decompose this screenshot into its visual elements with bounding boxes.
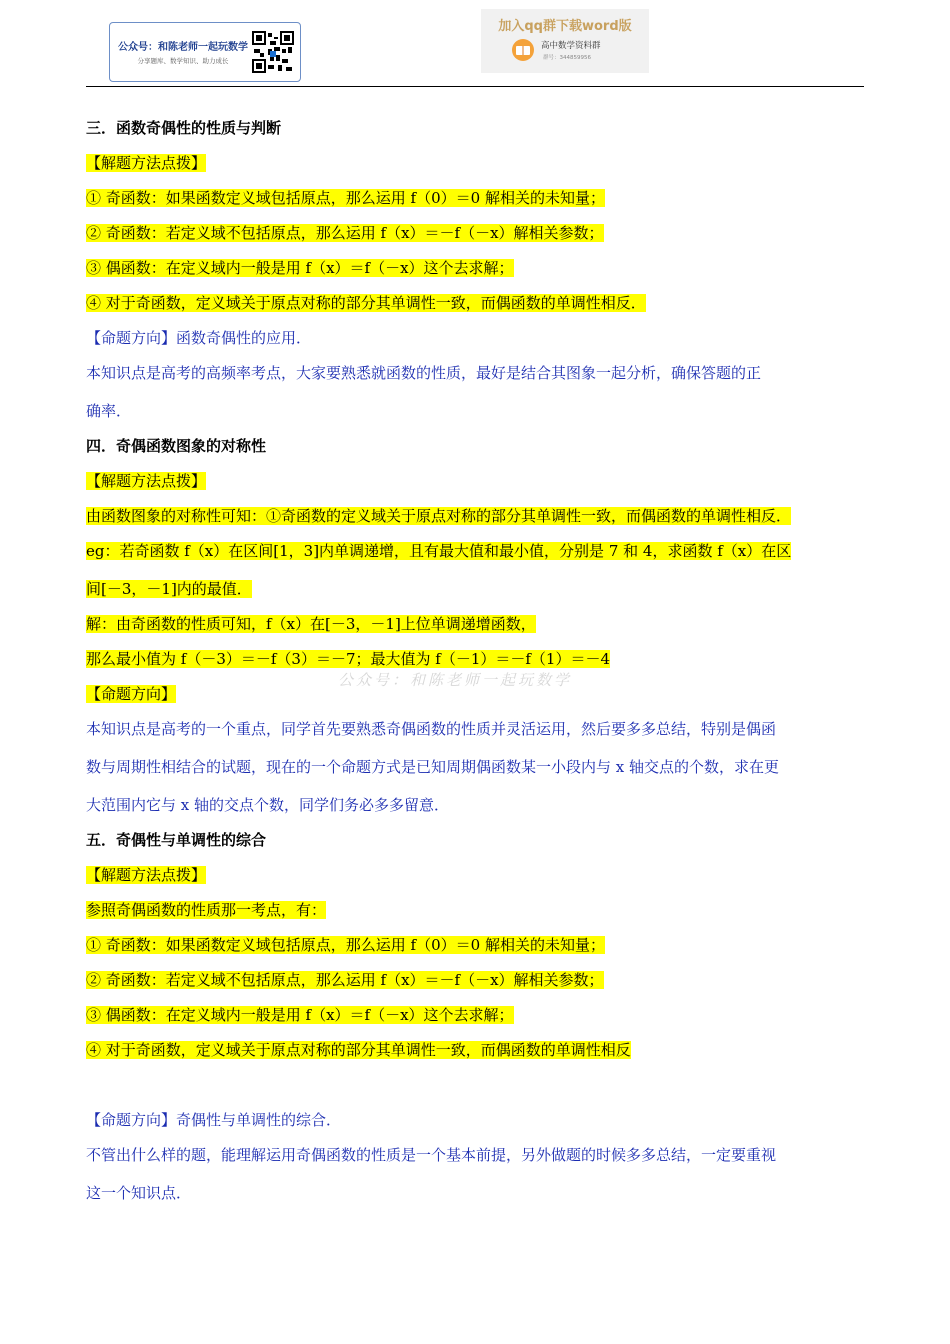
example-text: 间[－3，－1]内的最值． (86, 580, 252, 598)
paragraph: 数与周期性相结合的试题，现在的一个命题方式是已知周期偶函数某一小段内与 x 轴交点的个数，求在更 (86, 758, 780, 776)
list-item: ④ 对于奇函数，定义域关于原点对称的部分其单调性一致，而偶函数的单调性相反 (86, 1041, 631, 1059)
solution-text: 解：由奇函数的性质可知，f（x）在[－3，－1]上位单调递增函数， (86, 615, 536, 633)
book-icon (511, 37, 535, 63)
paragraph: 由函数图象的对称性可知：①奇函数的定义域关于原点对称的部分其单调性一致，而偶函数的单调性相反． (86, 507, 792, 525)
list-item: ④ 对于奇函数，定义域关于原点对称的部分其单调性一致，而偶函数的单调性相反． (86, 294, 646, 312)
qq-badge-subtitle: 高中数学资料群 (541, 41, 601, 51)
header-divider (86, 86, 864, 87)
watermark: 公众号：和陈老师一起玩数学 (338, 671, 573, 689)
direction-label: 【命题方向】 (86, 685, 177, 703)
list-item: ② 奇函数：若定义域不包括原点，那么运用 f（x）＝－f（－x）解相关参数； (86, 224, 604, 242)
direction-label: 【命题方向】奇偶性与单调性的综合． (86, 1111, 342, 1129)
badge-title: 公众号：和陈老师一起玩数学 (118, 42, 248, 53)
badge-subtitle: 分享题库、数学知识、助力成长 (137, 57, 229, 65)
wechat-badge (109, 22, 301, 82)
list-item: ① 奇函数：如果函数定义域包括原点，那么运用 f（0）＝0 解相关的未知量； (86, 189, 605, 207)
paragraph: 参照奇偶函数的性质那一考点，有： (86, 901, 327, 919)
paragraph: 大范围内它与 x 轴的交点个数，同学们务必多多留意． (86, 796, 449, 814)
qq-group-number: 群号：344859956 (543, 55, 591, 61)
tip-label: 【解题方法点拨】 (86, 472, 207, 490)
list-item: ③ 偶函数：在定义域内一般是用 f（x）＝f（－x）这个去求解； (86, 259, 514, 277)
section-heading: 三．函数奇偶性的性质与判断 (86, 119, 282, 137)
list-item: ② 奇函数：若定义域不包括原点，那么运用 f（x）＝－f（－x）解相关参数； (86, 971, 604, 989)
paragraph: 本知识点是高考的一个重点，同学首先要熟悉奇偶函数的性质并灵活运用，然后要多多总结，特别是偶函 (86, 720, 777, 738)
tip-label: 【解题方法点拨】 (86, 154, 207, 172)
qr-code-icon (252, 30, 294, 74)
example-text: eg：若奇函数 f（x）在区间[1，3]内单调递增，且有最大值和最小值，分别是 7 和 4，求函数 f（x）在区 (86, 542, 792, 560)
list-item: ① 奇函数：如果函数定义域包括原点，那么运用 f（0）＝0 解相关的未知量； (86, 936, 605, 954)
tip-label: 【解题方法点拨】 (86, 866, 207, 884)
list-item: ③ 偶函数：在定义域内一般是用 f（x）＝f（－x）这个去求解； (86, 1006, 514, 1024)
paragraph: 不管出什么样的题，能理解运用奇偶函数的性质是一个基本前提，另外做题的时候多多总结，一定要重视 (86, 1146, 777, 1164)
qq-badge-title: 加入qq群下载word版 (498, 19, 632, 34)
solution-text: 那么最小值为 f（－3）＝－f（3）＝－7；最大值为 f（－1）＝－f（1）＝－4 (86, 650, 611, 668)
direction-label: 【命题方向】函数奇偶性的应用． (86, 329, 312, 347)
qq-group-badge (481, 9, 649, 73)
section-heading: 五．奇偶性与单调性的综合 (86, 831, 267, 849)
paragraph: 本知识点是高考的高频率考点，大家要熟悉就函数的性质，最好是结合其图象一起分析，确保答题的正 (86, 364, 762, 382)
paragraph: 这一个知识点． (86, 1184, 192, 1202)
paragraph: 确率． (86, 402, 132, 420)
section-heading: 四．奇偶函数图象的对称性 (86, 437, 267, 455)
